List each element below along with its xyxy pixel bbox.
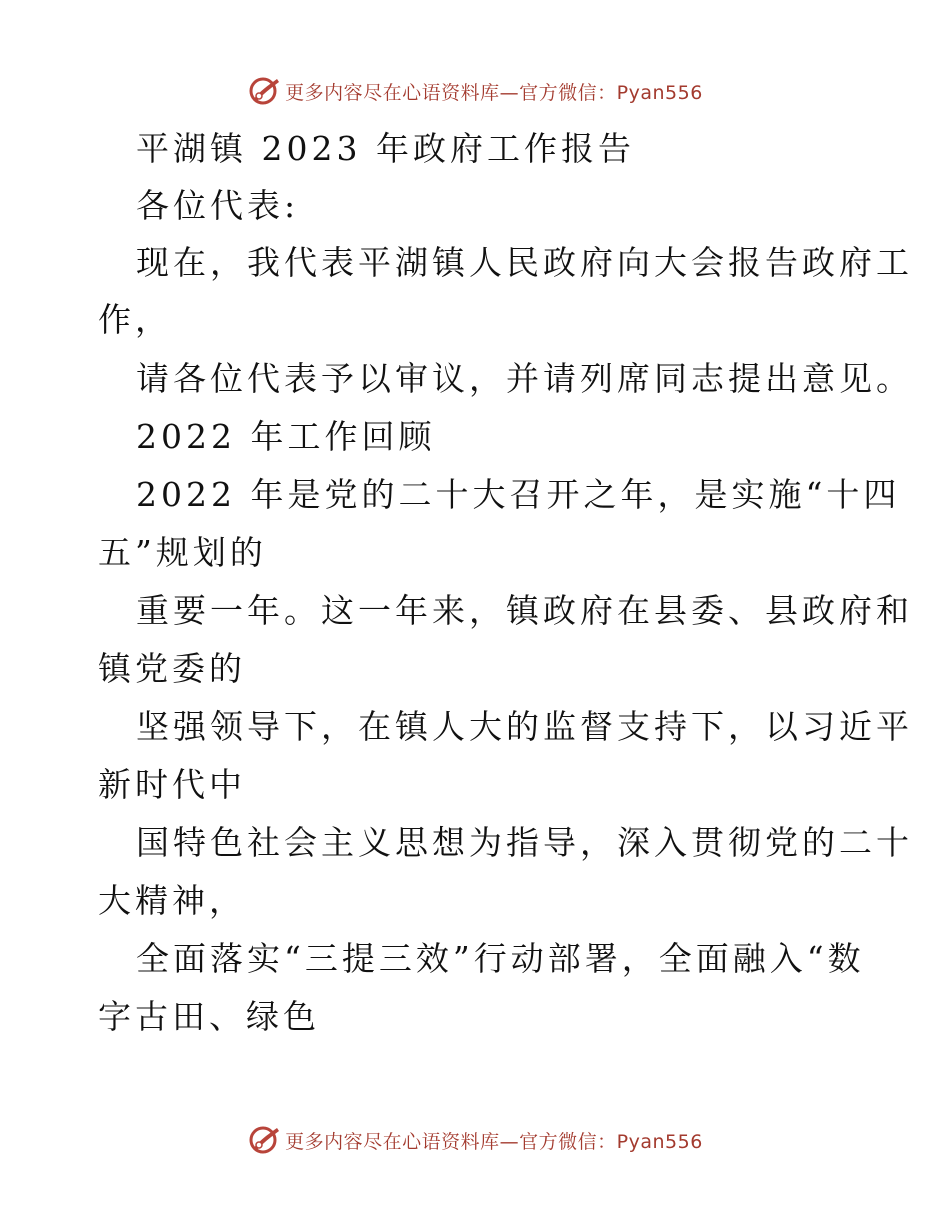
watermark-text: 更多内容尽在心语资料库—官方微信：Pyan556 [285,81,703,104]
brush-logo-icon [247,74,281,108]
document-title: 平湖镇 2023 年政府工作报告 [136,129,635,168]
header-watermark [0,71,950,111]
paragraph-line: 新时代中 [98,765,246,804]
paragraph-line: 重要一年。这一年来，镇政府在县委、县政府和 [136,591,913,630]
watermark-text: 更多内容尽在心语资料库—官方微信：Pyan556 [285,1130,703,1153]
salutation: 各位代表: [136,186,300,225]
paragraph-line: 现在，我代表平湖镇人民政府向大会报告政府工 [136,243,913,282]
brush-logo-icon [247,1123,281,1157]
paragraph-line: 全面落实“三提三效”行动部署，全面融入“数 [136,939,865,978]
paragraph-line: 镇党委的 [98,649,246,688]
paragraph-line: 请各位代表予以审议，并请列席同志提出意见。 [136,359,913,398]
paragraph-line: 作， [98,300,172,339]
paragraph-line: 坚强领导下，在镇人大的监督支持下，以习近平 [136,707,913,746]
paragraph-line: 五”规划的 [98,533,267,572]
footer-watermark [0,1120,950,1160]
paragraph-line: 字古田、绿色 [98,997,320,1036]
paragraph-line: 大精神， [98,881,246,920]
paragraph-line: 2022 年是党的二十大召开之年，是实施“十四 [136,475,901,514]
paragraph-line: 国特色社会主义思想为指导，深入贯彻党的二十 [136,823,913,862]
section-heading: 2022 年工作回顾 [136,417,436,456]
